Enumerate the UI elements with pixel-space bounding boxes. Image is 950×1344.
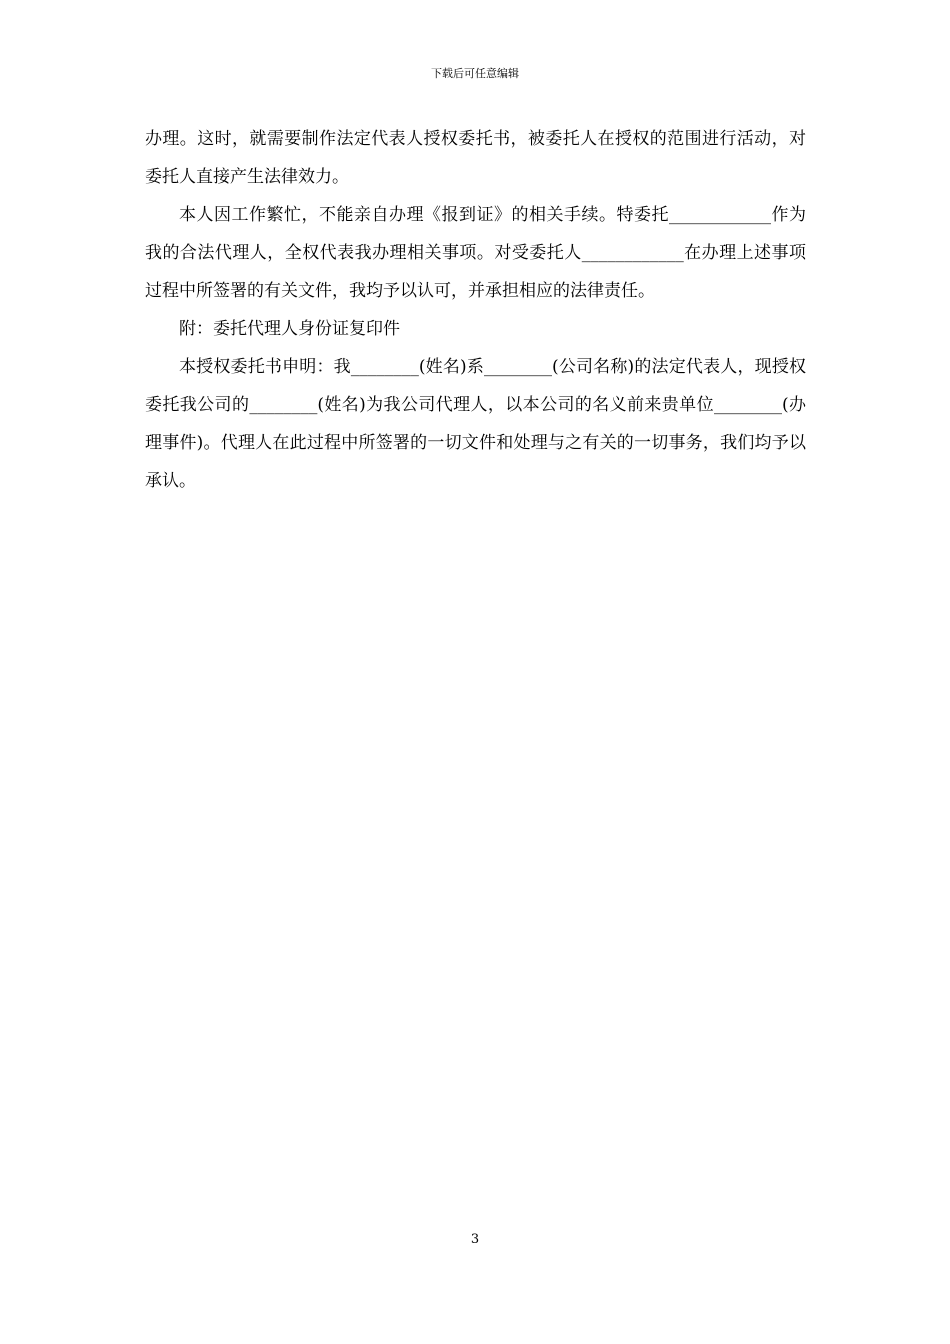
paragraph-entrustment: 本人因工作繁忙，不能亲自办理《报到证》的相关手续。特委托____________作为我的合法代理人，全权代表我办理相关事项。对受委托人____________在办理上述事项过程中所签署的有关文件，我均予以认可，并承担相应的法律责任。 <box>145 205 806 301</box>
page-header: 下载后可任意编辑 <box>431 67 519 80</box>
document-body <box>145 120 806 500</box>
paragraph-declaration: 本授权委托书申明：我________(姓名)系________(公司名称)的法定代表人，现授权委托我公司的________(姓名)为我公司代理人，以本公司的名义前来贵单位________(办理事件)。代理人在此过程中所签署的一切文件和处理与之有关的一切事务，我们均予以承认。 <box>145 357 806 491</box>
paragraph-continuation: 办理。这时，就需要制作法定代表人授权委托书，被委托人在授权的范围进行活动，对委托人直接产生法律效力。 <box>145 129 806 187</box>
page-number: 3 <box>470 1232 480 1247</box>
paragraph-attachment: 附：委托代理人身份证复印件 <box>179 319 400 339</box>
